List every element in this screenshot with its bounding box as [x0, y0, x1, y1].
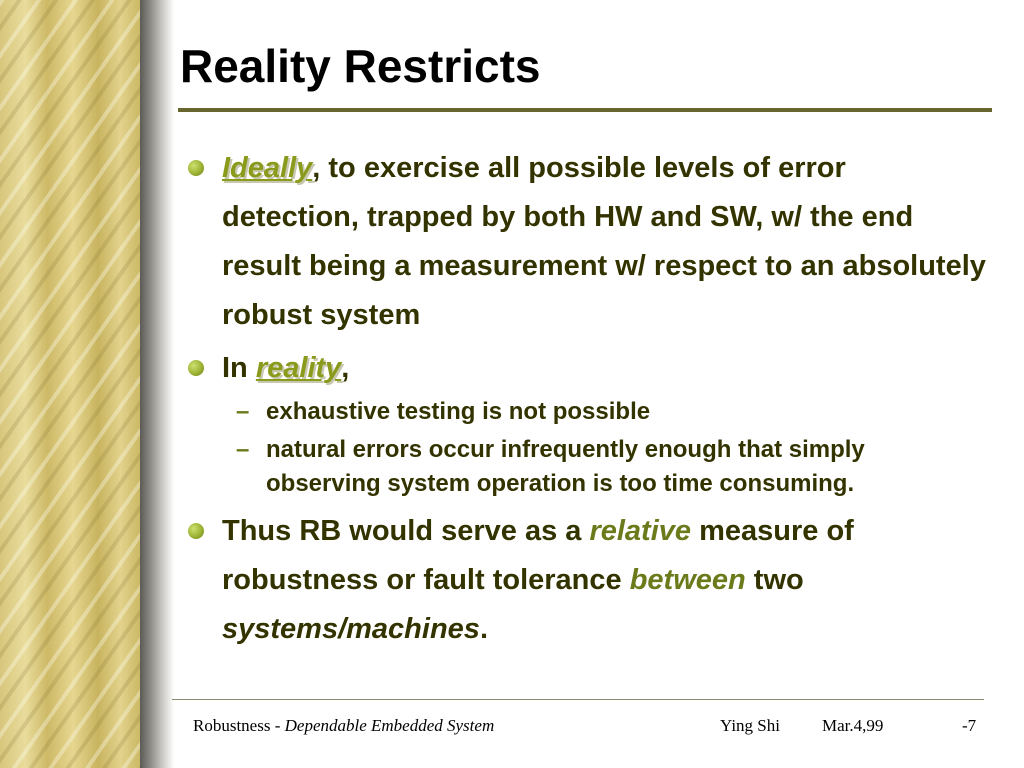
emphasis-between: between — [629, 564, 746, 596]
bullet-reality — [186, 344, 986, 393]
bullet-dot-icon — [188, 160, 204, 176]
footer-topic — [193, 716, 494, 736]
emphasis-systems-machines: systems/machines — [222, 613, 480, 645]
bullet-dot-icon — [188, 523, 204, 539]
footer-topic-label: Robustness - — [193, 716, 285, 735]
footer-author: Ying Shi — [720, 716, 780, 735]
dash-icon: – — [236, 398, 250, 425]
bullet-thus — [186, 507, 986, 654]
bullet-ideally — [186, 144, 986, 340]
sub-bullet-text: exhaustive testing is not possible — [266, 398, 651, 425]
footer-course: Dependable Embedded System — [284, 716, 495, 735]
sub-bullet-item — [186, 395, 986, 429]
dash-icon: – — [236, 436, 250, 463]
bullet-text: , to exercise all possible levels of error detection, trapped by both HW and SW, w/ the end result being a measurement w/ respect to an absolutely robust system — [222, 152, 986, 331]
emphasis-ideally: Ideally — [222, 152, 313, 184]
bullet-text-part: Thus RB would serve as a — [222, 515, 590, 547]
slide-title: Reality Restricts — [180, 40, 541, 92]
slide-content — [186, 144, 986, 654]
footer-date: Mar.4,99 — [822, 716, 884, 735]
footer-page-number: -7 — [962, 716, 977, 735]
sub-bullet-item — [186, 433, 986, 501]
emphasis-reality: reality — [255, 352, 342, 384]
sub-bullet-list — [186, 395, 986, 501]
bullet-dot-icon — [188, 360, 204, 376]
bullet-text-part: two — [745, 564, 804, 596]
title-divider — [178, 108, 992, 112]
sub-bullet-text: natural errors occur infrequently enough that simply observing system operation is too time consuming. — [266, 436, 865, 497]
bullet-text-part: measure of robustness or fault tolerance — [222, 515, 854, 596]
side-bar-shadow — [140, 0, 174, 768]
bullet-prefix: In — [222, 352, 256, 384]
footer-divider — [172, 699, 984, 700]
decorative-side-bar — [0, 0, 140, 768]
bullet-suffix: , — [341, 352, 350, 384]
bullet-text-part: . — [479, 613, 488, 645]
emphasis-relative: relative — [589, 515, 692, 547]
